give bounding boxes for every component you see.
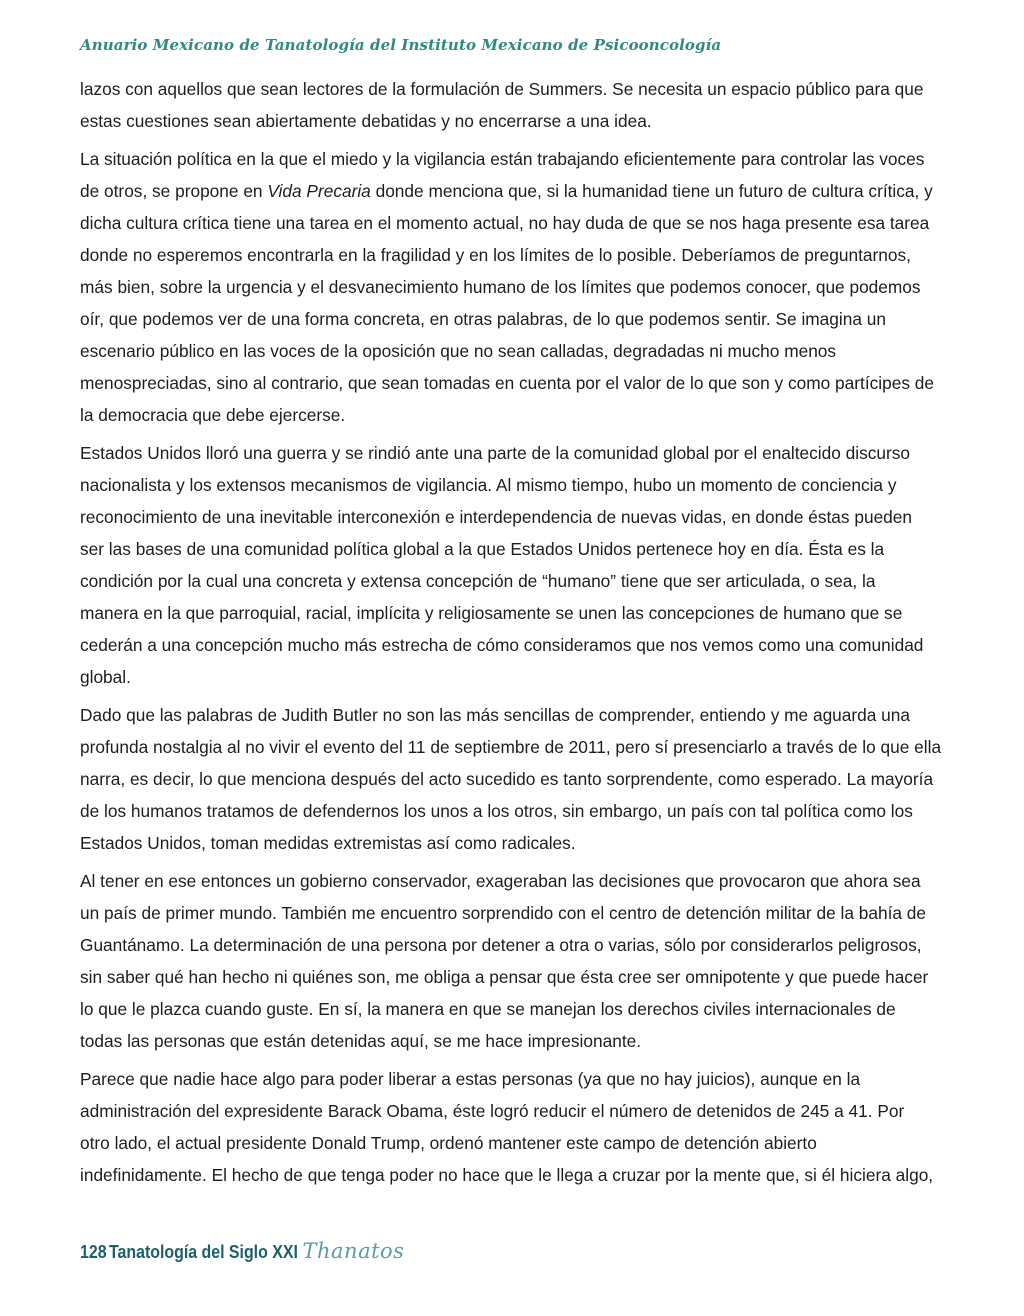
text-line: de los humanos tratamos de defendernos los unos a los otros, sin embargo, un país con tal política como los	[80, 801, 913, 821]
text-line: Estados Unidos lloró una guerra y se rindió ante una parte de la comunidad global por el enaltecido discurso	[80, 443, 911, 463]
paragraph	[80, 865, 1000, 1057]
text-line: reconocimiento de una inevitable interconexión e interdependencia de nuevas vidas, en donde éstas pueden	[80, 507, 913, 527]
text-line: sin saber qué han hecho ni quiénes son, me obliga a pensar que ésta cree ser omnipotente y que puede hacer	[80, 967, 929, 987]
text-line: menospreciadas, sino al contrario, que sean tomadas en cuenta por el valor de lo que son y como partícipes de	[80, 373, 935, 393]
text-span: donde menciona que, si la humanidad tiene un futuro de cultura crítica, y	[370, 181, 933, 201]
book-title-italic: Vida Precaria	[267, 181, 371, 201]
body-text	[80, 73, 1000, 1191]
text-line: ser las bases de una comunidad política global a la que Estados Unidos pertenece hoy en día. Ésta es la	[80, 539, 885, 559]
text-line: otro lado, el actual presidente Donald Trump, ordenó mantener este campo de detención abierto	[80, 1133, 817, 1153]
page-footer	[80, 1239, 404, 1271]
text-line: Estados Unidos, toman medidas extremistas así como radicales.	[80, 833, 576, 853]
text-line: estas cuestiones sean abiertamente debatidas y no encerrarse a una idea.	[80, 111, 652, 131]
text-span: de otros, se propone en	[80, 181, 268, 201]
running-header: Anuario Mexicano de Tanatología del Instituto Mexicano de Psicooncología	[80, 36, 722, 54]
paragraph	[80, 143, 1000, 431]
text-line: profunda nostalgia al no vivir el evento del 11 de septiembre de 2011, pero sí presenciarlo a través de lo que ella	[80, 737, 942, 757]
text-line: dicha cultura crítica tiene una tarea en el momento actual, no hay duda de que se nos haga presente esa tarea	[80, 213, 930, 233]
text-line: Al tener en ese entonces un gobierno conservador, exageraban las decisiones que provocaron que ahora sea	[80, 871, 921, 891]
text-line: nacionalista y los extensos mecanismos de vigilancia. Al mismo tiempo, hubo un momento de conciencia y	[80, 475, 897, 495]
text-line: global.	[80, 667, 131, 687]
page-number: 128	[80, 1241, 107, 1262]
text-line: condición por la cual una concreta y extensa concepción de “humano” tiene que ser articulada, o sea, la	[80, 571, 876, 591]
text-line: lo que le plazca cuando guste. En sí, la manera en que se manejan los derechos civiles internacionales de	[80, 999, 896, 1019]
paragraph	[80, 1063, 1000, 1191]
text-line: narra, es decir, lo que menciona después del acto sucedido es tanto sorprendente, como esperado. La mayoría	[80, 769, 934, 789]
paragraph	[80, 437, 1000, 693]
paragraph	[80, 699, 1000, 859]
paragraph	[80, 73, 1000, 137]
text-line: Parece que nadie hace algo para poder liberar a estas personas (ya que no hay juicios), aunque en la	[80, 1069, 861, 1089]
text-line: administración del expresidente Barack Obama, éste logró reducir el número de detenidos de 245 a 41. Por	[80, 1101, 905, 1121]
text-line: La situación política en la que el miedo y la vigilancia están trabajando eficientemente para controlar las voces	[80, 149, 925, 169]
text-line: Dado que las palabras de Judith Butler no son las más sencillas de comprender, entiendo y me aguarda una	[80, 705, 911, 725]
text-line: escenario público en las voces de la oposición que no sean calladas, degradadas ni mucho menos	[80, 341, 837, 361]
thanatos-logo: Thanatos	[302, 1239, 405, 1263]
text-line: todas las personas que están detenidas aquí, se me hace impresionante.	[80, 1031, 642, 1051]
text-line: manera en la que parroquial, racial, implícita y religiosamente se unen las concepciones de humano que se	[80, 603, 903, 623]
text-line: más bien, sobre la urgencia y el desvanecimiento humano de los límites que podemos conocer, que podemos	[80, 277, 921, 297]
text-line	[80, 175, 1000, 207]
text-line: la democracia que debe ejercerse.	[80, 405, 346, 425]
text-line: Guantánamo. La determinación de una persona por detener a otra o varias, sólo por considerarlos peligrosos,	[80, 935, 922, 955]
text-line: oír, que podemos ver de una forma concreta, en otras palabras, de lo que podemos sentir. Se imagina un	[80, 309, 886, 329]
series-title: Tanatología del Siglo XXI	[108, 1241, 298, 1262]
text-line: cederán a una concepción mucho más estrecha de cómo consideramos que nos vemos como una comunidad	[80, 635, 924, 655]
text-line: donde no esperemos encontrarla en la fragilidad y en los límites de lo posible. Deberíamos de preguntarnos,	[80, 245, 911, 265]
text-line: un país de primer mundo. También me encuentro sorprendido con el centro de detención militar de la bahía de	[80, 903, 927, 923]
text-line: lazos con aquellos que sean lectores de la formulación de Summers. Se necesita un espacio público para que	[80, 79, 924, 99]
text-line: indefinidamente. El hecho de que tenga poder no hace que le llega a cruzar por la mente que, si él hiciera algo,	[80, 1165, 934, 1185]
